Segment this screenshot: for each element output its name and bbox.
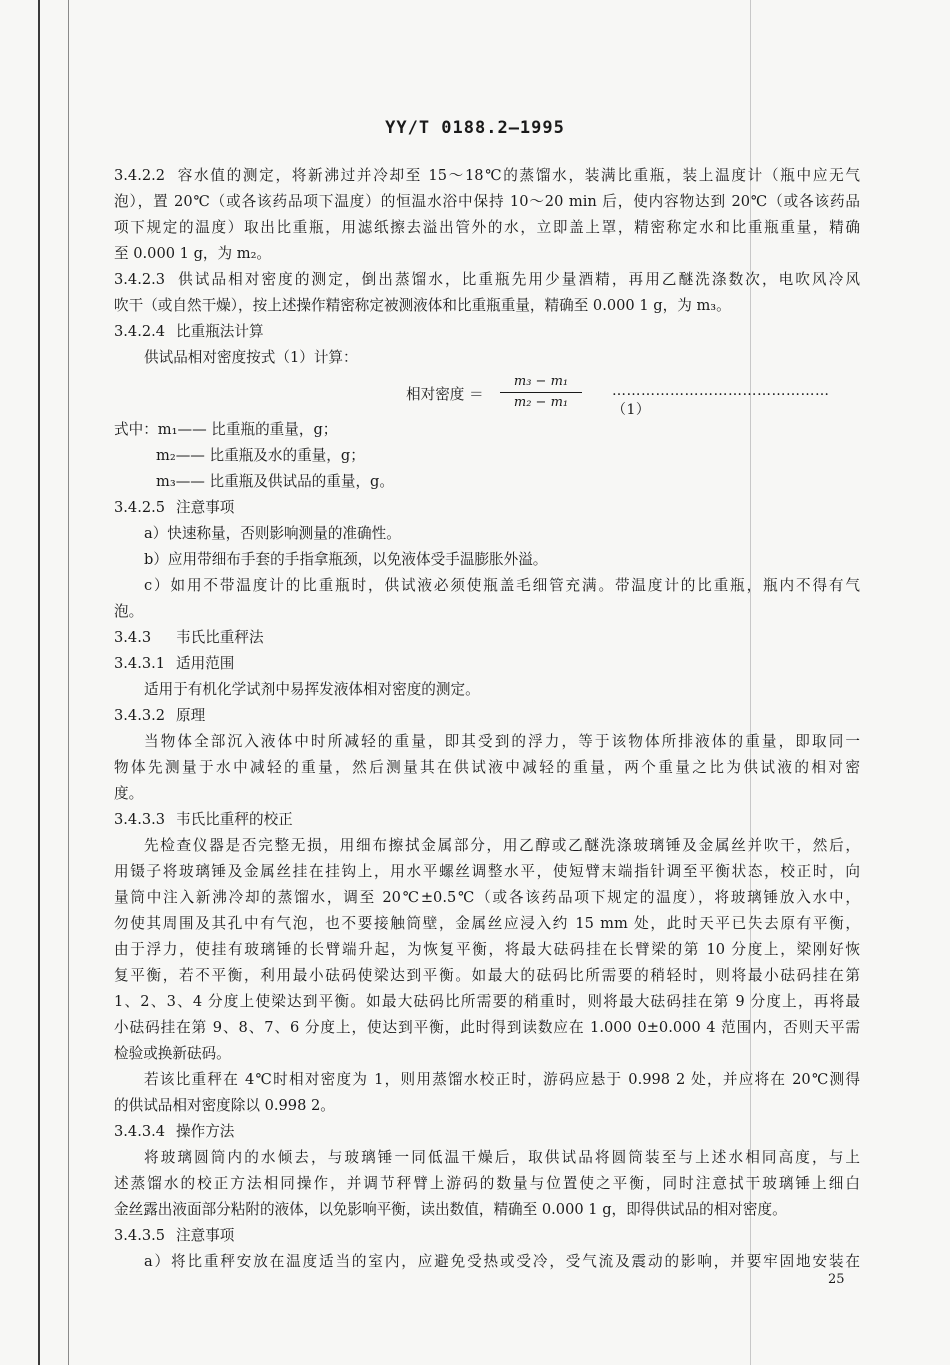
clause-number: 3.4.2.4 [114,323,166,340]
text-line [114,267,860,293]
clause-number: 3.4.3 [114,629,152,646]
clause-text: 容水值的测定，将新沸过并冷却至 15～18℃的蒸馏水，装满比重瓶，装上温度计（瓶中应无气 [176,167,860,184]
clause-title: 韦氏比重秤的校正 [176,811,293,828]
clause-title: 注意事项 [176,499,235,516]
fraction-bar [500,392,582,393]
clause-text: 供试品相对密度的测定，倒出蒸馏水，比重瓶先用少量酒精，再用乙醚洗涤数次，电吹风冷风 [176,271,860,288]
clause-title: 操作方法 [176,1123,235,1140]
clause-heading [114,495,860,521]
text-line: 复平衡，若不平衡，利用最小砝码使梁达到平衡。如最大的砝码比所需要的稍轻时，则将最小砝码挂在第 [114,967,860,984]
list-item: a）将比重秤安放在温度适当的室内，应避免受热或受冷，受气流及震动的影响，并要牢固地安装在 [144,1253,860,1270]
clause-heading [114,1223,860,1249]
text-line: 泡。 [114,603,144,620]
page-number: 25 [828,1272,845,1287]
text-line: 吹干（或自然干燥），按上述操作精密称定被测液体和比重瓶重量，精确至 0.000 1 g，为 m₃。 [114,297,731,314]
where-line: m₂—— 比重瓶及水的重量，g； [156,447,365,464]
formula-numerator: m₃ − m₁ [513,374,569,389]
text-line: 用镊子将玻璃锤及金属丝挂在挂钩上，用水平螺丝调整水平，使短臂末端指针调至平衡状态，校正时，向 [114,863,860,880]
text-line: 若该比重秤在 4℃时相对密度为 1，则用蒸馏水校正时，游码应悬于 0.998 2 处，并应将在 20℃测得 [144,1071,860,1088]
text-line: 1、2、3、4 分度上使梁达到平衡。如最大砝码比所需要的稍重时，则将最大砝码挂在第 9 分度上，再将最 [114,993,860,1010]
formula-1 [114,371,860,417]
clause-heading [114,625,860,651]
text-line: 述蒸馏水的校正方法相同操作，并调节秤臂上游码的数量与位置使之平衡，同时注意拭干玻璃锤上细白 [114,1175,860,1192]
where-line: m₃—— 比重瓶及供试品的重量，g。 [156,473,394,490]
clause-heading [114,703,860,729]
clause-number: 3.4.3.1 [114,655,166,672]
text-line: 金丝露出液面部分粘附的液体，以免影响平衡，读出数值，精确至 0.000 1 g，即得供试品的相对密度。 [114,1201,787,1218]
text-line: 的供试品相对密度除以 0.998 2。 [114,1097,335,1114]
text-line: 小砝码挂在第 9、8、7、6 分度上，使达到平衡，此时得到读数应在 1.000 0±0.000 4 范围内，否则天平需 [114,1019,860,1036]
clause-number: 3.4.2.3 [114,271,166,288]
list-item: c）如用不带温度计的比重瓶时，供试液必须使瓶盖毛细管充满。带温度计的比重瓶，瓶内不得有气 [144,577,860,594]
text-line: 项下规定的温度）取出比重瓶，用滤纸擦去溢出管外的水，立即盖上罩，精密称定水和比重瓶重量，精确 [114,219,860,236]
formula-lhs: 相对密度 ＝ [406,386,484,403]
where-line: 式中：m₁—— 比重瓶的重量，g； [114,421,338,438]
text-line: 度。 [114,785,144,802]
formula-fraction [500,373,582,412]
text-line: 适用于有机化学试剂中易挥发液体相对密度的测定。 [144,681,480,698]
text-line: 当物体全部沉入液体中时所减轻的重量，即其受到的浮力，等于该物体所排液体的重量，即取同一 [144,733,860,750]
clause-number: 3.4.3.5 [114,1227,166,1244]
text-line: 勿使其周围及其孔中有气泡，也不要接触筒壁，金属丝应浸入约 15 mm 处，此时天平已失去原有平衡， [114,915,860,932]
text-line: 泡），置 20℃（或各该药品项下温度）的恒温水浴中保持 10～20 min 后，使内容物达到 20℃（或各该药品 [114,193,860,210]
text-line: 供试品相对密度按式（1）计算： [144,349,358,366]
binding-line [68,0,69,1365]
text-line: 至 0.000 1 g，为 m₂。 [114,245,272,262]
clause-title: 韦氏比重秤法 [176,629,264,646]
clause-number: 3.4.3.3 [114,811,166,828]
scan-edge-left [38,0,40,1365]
text-line: 量筒中注入新沸冷却的蒸馏水，调至 20℃±0.5℃（或各该药品项下规定的温度），将玻璃锤放入水中， [114,889,860,906]
clause-heading [114,651,860,677]
text-line [114,163,860,189]
clause-title: 比重瓶法计算 [176,323,264,340]
clause-number: 3.4.2.5 [114,499,166,516]
text-line: 物体先测量于水中减轻的重量，然后测量其在供试液中减轻的重量，两个重量之比为供试液的相对密 [114,759,860,776]
clause-number: 3.4.2.2 [114,167,166,184]
clause-heading [114,319,860,345]
list-item: a）快速称量，否则影响测量的准确性。 [144,525,401,542]
text-line: 检验或换新砝码。 [114,1045,231,1062]
formula-denominator: m₂ − m₁ [513,395,569,410]
text-line: 由于浮力，使挂有玻璃锤的长臂端升起，为恢复平衡，将最大砝码挂在长臂梁的第 10 分度上，梁刚好恢 [114,941,860,958]
text-line: 先检查仪器是否完整无损，用细布擦拭金属部分，用乙醇或乙醚洗涤玻璃锤及金属丝并吹干，然后， [144,837,860,854]
clause-number: 3.4.3.4 [114,1123,166,1140]
clause-heading [114,1119,860,1145]
clause-heading [114,807,860,833]
list-item: b）应用带细布手套的手指拿瓶颈，以免液体受手温膨胀外溢。 [144,551,548,568]
document-body [114,163,860,1275]
clause-title: 注意事项 [176,1227,235,1244]
clause-title: 适用范围 [176,655,235,672]
standard-number-header: YY/T 0188.2—1995 [385,118,565,138]
clause-number: 3.4.3.2 [114,707,166,724]
clause-title: 原理 [176,707,206,724]
formula-number: ………………………………………（1） [612,383,830,418]
text-line: 将玻璃圆筒内的水倾去，与玻璃锤一同低温干燥后，取供试品将圆筒装至与上述水相同高度，与上 [144,1149,860,1166]
